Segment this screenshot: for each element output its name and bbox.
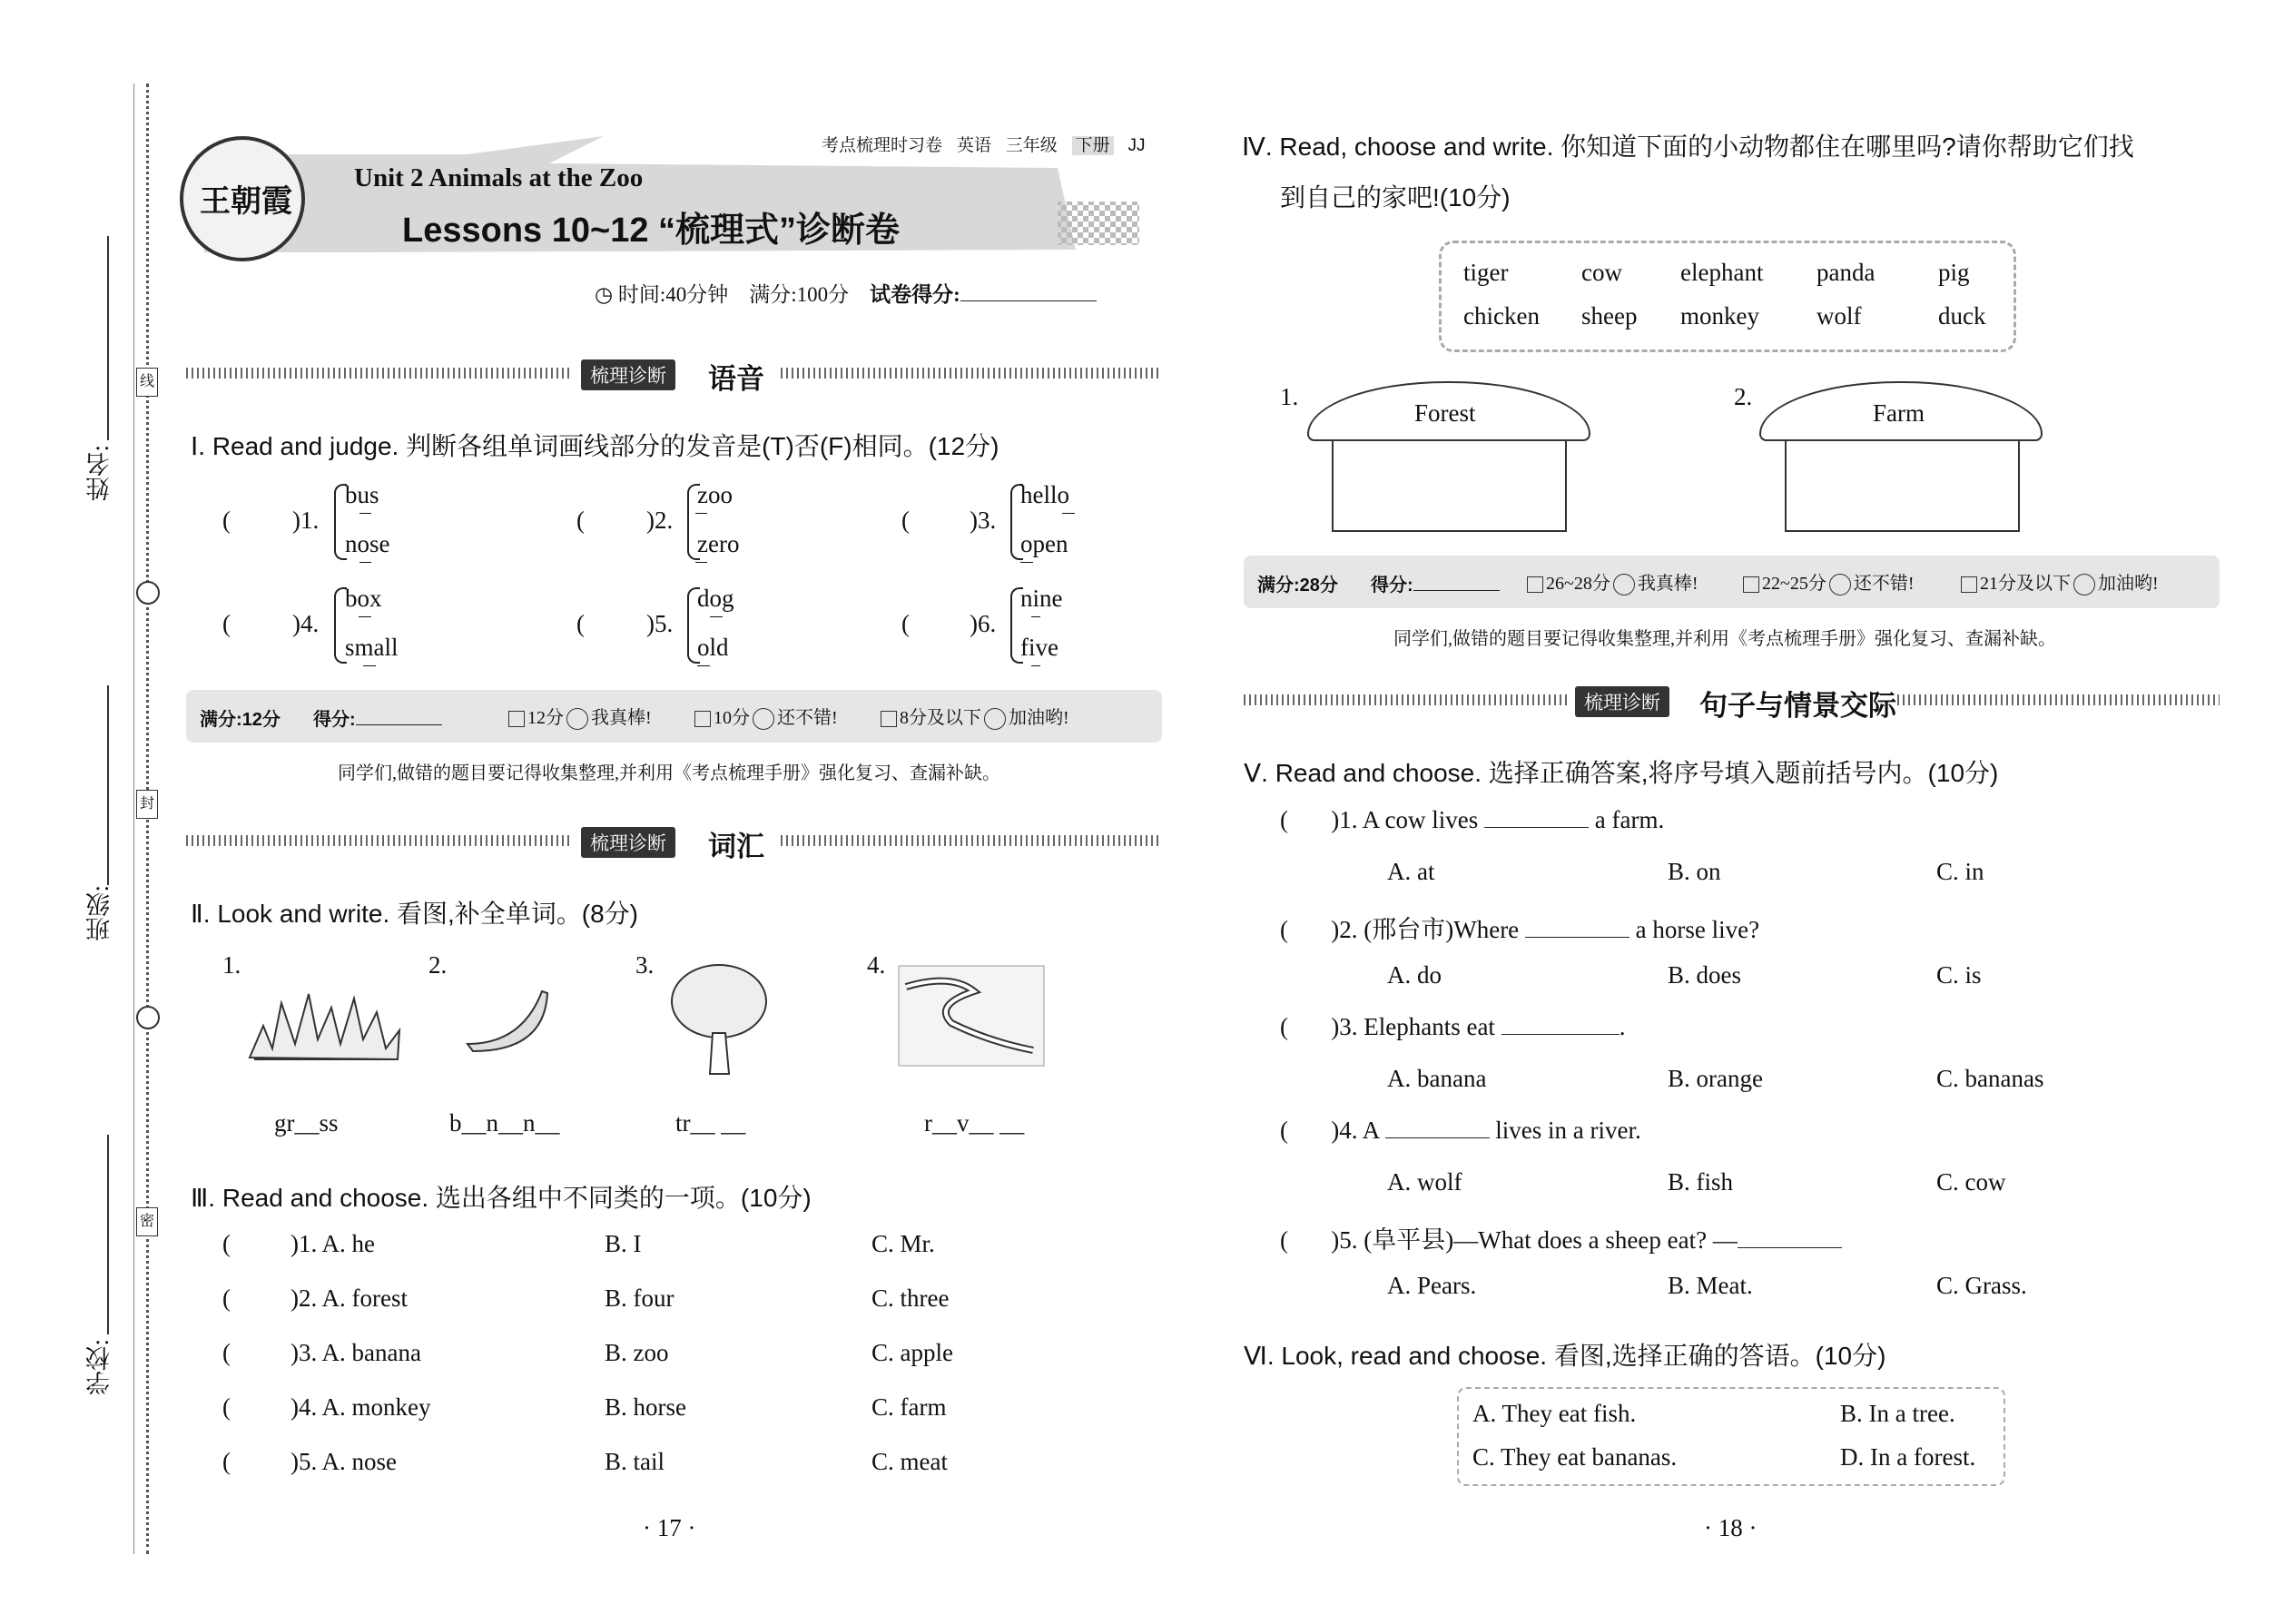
page-number-left: · 17 · xyxy=(643,1514,696,1541)
forest-answer-box[interactable] xyxy=(1332,427,1567,532)
home-label: Forest xyxy=(1414,399,1476,427)
review-note: 同学们,做错的题目要记得收集整理,并利用《考点梳理手册》强化复习、查漏补缺。 xyxy=(338,763,1000,783)
name-line xyxy=(107,236,109,440)
underline-mark xyxy=(1020,562,1033,563)
q5-blank[interactable] xyxy=(1484,827,1589,828)
q1-word: nose xyxy=(345,530,390,557)
word-bank-item: monkey xyxy=(1680,302,1759,330)
q5-option-a: A. Pears. xyxy=(1387,1272,1477,1299)
q3-option-c: C. apple xyxy=(871,1339,953,1366)
q1-word: hello xyxy=(1020,481,1069,508)
q1-word: nine xyxy=(1020,585,1063,612)
exam-info xyxy=(595,278,1097,308)
unit-title: Unit 2 Animals at the Zoo xyxy=(354,163,644,192)
q5-option-b: B. does xyxy=(1668,961,1741,989)
q5-blank[interactable] xyxy=(1501,1034,1620,1035)
score-option[interactable]: 12分 我真棒! xyxy=(508,703,652,730)
full-score: 满分:100分 xyxy=(749,283,850,306)
q5-option-a: A. wolf xyxy=(1387,1168,1462,1196)
q2-word[interactable]: r__v__ __ xyxy=(924,1109,1025,1137)
answer-paren[interactable]: ( xyxy=(1280,806,1288,833)
q3-option-a: )4. A. monkey xyxy=(290,1393,431,1421)
q2-word[interactable]: tr__ __ xyxy=(675,1109,746,1137)
face-icon xyxy=(2073,574,2095,595)
volume-label: 下册 xyxy=(1072,136,1114,155)
word-bank-item: pig xyxy=(1938,259,1970,286)
q5-option-c: C. is xyxy=(1936,961,1982,989)
score-option[interactable]: 10分 还不错! xyxy=(694,703,838,730)
q6-option: A. They eat fish. xyxy=(1472,1400,1637,1427)
underline-mark xyxy=(695,562,707,563)
face-icon xyxy=(1829,574,1851,595)
q5-blank[interactable] xyxy=(1385,1137,1490,1138)
grass-picture xyxy=(245,976,404,1067)
home-number: 2. xyxy=(1734,383,1753,410)
word-bank-item: duck xyxy=(1938,302,1986,330)
q5-question: ( )1. A cow lives a farm. xyxy=(1280,806,1665,833)
q3-option-a: )5. A. nose xyxy=(290,1448,397,1475)
word-bank xyxy=(1439,241,2016,352)
answer-paren[interactable]: ( xyxy=(576,610,585,637)
binding-mark-seal: 封 xyxy=(136,790,158,819)
q1-word: five xyxy=(1020,634,1058,661)
binding-mark-secret: 密 xyxy=(136,1207,158,1236)
answer-paren[interactable]: ( xyxy=(222,1230,231,1257)
score-option[interactable]: 22~25分 还不错! xyxy=(1743,568,1915,595)
subject-label: 英语 xyxy=(956,136,991,155)
underline-mark xyxy=(363,665,376,666)
q5-option-c: C. Grass. xyxy=(1936,1272,2027,1299)
underline-mark xyxy=(695,513,707,514)
underline-mark xyxy=(697,665,710,666)
q5-option-b: B. orange xyxy=(1668,1065,1763,1092)
q4-title: Ⅳ. Read, choose and write. 你知道下面的小动物都住在哪里吗?请你帮助它们找 xyxy=(1242,133,2134,161)
section-rule xyxy=(1244,694,1570,705)
answer-paren[interactable]: ( xyxy=(1280,1226,1288,1254)
underline-mark xyxy=(359,513,371,514)
q3-option-a: )3. A. banana xyxy=(290,1339,421,1366)
q1-number: )3. xyxy=(970,507,997,534)
underline-mark xyxy=(1031,665,1040,666)
q5-question: ( )2. (邢台市)Where a horse live? xyxy=(1280,916,1760,943)
answer-paren[interactable]: ( xyxy=(222,507,231,534)
score-option[interactable]: 8分及以下 加油哟! xyxy=(881,703,1069,730)
river-picture xyxy=(897,964,1047,1068)
class-line xyxy=(107,685,109,885)
q6-option: B. In a tree. xyxy=(1840,1400,1955,1427)
q4-title-cont: 到自己的家吧!(10分) xyxy=(1280,183,1511,212)
section-rule xyxy=(781,835,1162,846)
score-bar xyxy=(186,690,1162,743)
q3-option-a: )2. A. forest xyxy=(290,1284,408,1312)
grade-label: 三年级 xyxy=(1005,136,1058,155)
section-tag: 梳理诊断 xyxy=(581,359,675,390)
q3-option-c: C. meat xyxy=(871,1448,948,1475)
class-label: 班级: xyxy=(86,885,113,941)
underline-mark xyxy=(710,616,723,617)
binding-circle xyxy=(136,581,160,605)
q3-option-c: C. three xyxy=(871,1284,950,1312)
q5-option-a: A. banana xyxy=(1387,1065,1487,1092)
section-title-sentence: 句子与情景交际 xyxy=(1699,690,1896,722)
time-limit: 时间:40分钟 xyxy=(617,283,729,306)
farm-answer-box[interactable] xyxy=(1785,427,2020,532)
section-tag: 梳理诊断 xyxy=(581,827,675,858)
score-got: 得分: xyxy=(313,704,442,731)
header-banner xyxy=(168,118,1167,281)
binding-mark-line: 线 xyxy=(136,368,158,397)
face-icon xyxy=(566,708,588,730)
score-got: 得分: xyxy=(1371,570,1500,596)
face-icon xyxy=(984,708,1006,730)
q3-option-b: B. I xyxy=(605,1230,642,1257)
face-icon xyxy=(1613,574,1635,595)
q3-option-c: C. Mr. xyxy=(871,1230,935,1257)
word-bank-item: chicken xyxy=(1463,302,1540,330)
binding-rule xyxy=(133,84,134,1554)
score-bar xyxy=(1244,556,2220,608)
q5-option-c: C. cow xyxy=(1936,1168,2006,1196)
score-full: 满分:12分 xyxy=(200,710,281,730)
q1-number: )4. xyxy=(292,610,320,637)
q5-question: ( )3. Elephants eat . xyxy=(1280,1013,1626,1040)
answer-paren[interactable]: ( xyxy=(1280,1117,1288,1144)
answer-paren[interactable]: ( xyxy=(901,610,910,637)
underline-mark xyxy=(359,562,371,563)
q2-word[interactable]: gr__ss xyxy=(274,1109,339,1137)
q2-word[interactable]: b__n__n__ xyxy=(449,1109,560,1137)
q1-word: box xyxy=(345,585,382,612)
answer-paren[interactable]: ( xyxy=(222,1448,231,1475)
q1-number: )1. xyxy=(292,507,320,534)
score-option[interactable]: 21分及以下 加油哟! xyxy=(1961,568,2159,595)
review-note: 同学们,做错的题目要记得收集整理,并利用《考点梳理手册》强化复习、查漏补缺。 xyxy=(1393,629,2056,649)
score-blank[interactable] xyxy=(1413,590,1500,591)
q3-option-a: )1. A. he xyxy=(290,1230,375,1257)
score-label: 试卷得分: xyxy=(870,283,960,306)
home-label: Farm xyxy=(1873,399,1925,427)
q1-word: dog xyxy=(697,585,734,612)
tree-picture xyxy=(667,960,772,1078)
q5-question: ( )5. (阜平县)—What does a sheep eat? — xyxy=(1280,1220,1842,1255)
q5-option-c: C. in xyxy=(1936,858,1984,885)
school-line xyxy=(107,1135,109,1334)
series-label: 考点梳理时习卷 xyxy=(822,136,943,155)
section-rule xyxy=(186,835,572,846)
edition-label: JJ xyxy=(1127,136,1146,155)
q6-option: C. They eat bananas. xyxy=(1472,1443,1678,1471)
q5-option-b: B. fish xyxy=(1668,1168,1734,1196)
q2-number: 3. xyxy=(635,951,655,979)
q5-option-c: C. bananas xyxy=(1936,1065,2044,1092)
q2-number: 2. xyxy=(428,951,448,979)
section-rule xyxy=(186,368,572,379)
q1-word: old xyxy=(697,634,729,661)
q5-blank[interactable] xyxy=(1525,937,1629,938)
page-number-right: · 18 · xyxy=(1704,1514,1757,1541)
q5-option-b: B. on xyxy=(1668,858,1721,885)
q1-word: small xyxy=(345,634,399,661)
word-bank-item: tiger xyxy=(1463,259,1509,286)
lesson-title: Lessons 10~12 “梳理式”诊断卷 xyxy=(402,212,901,250)
q5-blank[interactable] xyxy=(1738,1247,1842,1248)
word-bank-item: wolf xyxy=(1816,302,1862,330)
q3-option-b: B. zoo xyxy=(605,1339,669,1366)
answer-paren[interactable]: ( xyxy=(1280,1013,1288,1040)
q5-question: ( )4. A lives in a river. xyxy=(1280,1117,1641,1144)
q1-word: zoo xyxy=(697,481,733,508)
q3-option-b: B. horse xyxy=(605,1393,686,1421)
q1-word: zero xyxy=(697,530,740,557)
q1-number: )2. xyxy=(646,507,674,534)
word-bank-item: sheep xyxy=(1581,302,1638,330)
answer-paren[interactable]: ( xyxy=(1280,916,1288,943)
q1-word: bus xyxy=(345,481,379,508)
word-bank-item: elephant xyxy=(1680,259,1764,286)
section-title-vocab: 词汇 xyxy=(708,831,764,862)
q5-title: Ⅴ. Read and choose. 选择正确答案,将序号填入题前括号内。(10分) xyxy=(1244,759,1999,787)
q3-option-b: B. four xyxy=(605,1284,674,1312)
score-full: 满分:28分 xyxy=(1257,576,1338,595)
home-number: 1. xyxy=(1280,383,1299,410)
q2-title: Ⅱ. Look and write. 看图,补全单词。(8分) xyxy=(191,900,639,928)
score-blank[interactable] xyxy=(356,724,442,725)
q1-number: )6. xyxy=(970,610,997,637)
binding-dotted-line xyxy=(146,84,149,1554)
section-rule xyxy=(781,368,1162,379)
q1-title: Ⅰ. Read and judge. 判断各组单词画线部分的发音是(T)否(F)相同。(12分) xyxy=(191,432,999,460)
banana-picture xyxy=(458,980,554,1053)
score-option[interactable]: 26~28分 我真棒! xyxy=(1527,568,1698,595)
q6-option: D. In a forest. xyxy=(1840,1443,1976,1471)
section-title-phonics: 语音 xyxy=(708,363,764,395)
binding-circle xyxy=(136,1006,160,1029)
answer-paren[interactable]: ( xyxy=(576,507,585,534)
q5-option-a: A. at xyxy=(1387,858,1435,885)
q3-option-b: B. tail xyxy=(605,1448,665,1475)
answer-paren[interactable]: ( xyxy=(222,1339,231,1366)
q1-word: open xyxy=(1020,530,1068,557)
underline-mark xyxy=(1031,616,1040,617)
face-icon xyxy=(753,708,774,730)
answer-paren[interactable]: ( xyxy=(901,507,910,534)
q2-number: 1. xyxy=(222,951,241,979)
answer-paren[interactable]: ( xyxy=(222,1284,231,1312)
answer-paren[interactable]: ( xyxy=(222,610,231,637)
q3-option-c: C. farm xyxy=(871,1393,947,1421)
school-label: 学校: xyxy=(86,1339,113,1395)
clock-icon: ◷ xyxy=(595,283,614,306)
q6-title: Ⅵ. Look, read and choose. 看图,选择正确的答语。(10分) xyxy=(1244,1342,1886,1370)
q5-option-b: B. Meat. xyxy=(1668,1272,1753,1299)
brand-logo: 王朝霞 xyxy=(180,136,305,261)
q2-number: 4. xyxy=(867,951,886,979)
word-bank-item: panda xyxy=(1816,259,1876,286)
section-tag: 梳理诊断 xyxy=(1575,686,1669,717)
section-rule xyxy=(1897,694,2220,705)
word-bank-item: cow xyxy=(1581,259,1622,286)
q1-number: )5. xyxy=(646,610,674,637)
q3-title: Ⅲ. Read and choose. 选出各组中不同类的一项。(10分) xyxy=(191,1184,812,1212)
name-label: 姓名: xyxy=(86,445,113,501)
q5-option-a: A. do xyxy=(1387,961,1442,989)
underline-mark xyxy=(1062,513,1075,514)
answer-paren[interactable]: ( xyxy=(222,1393,231,1421)
score-blank[interactable] xyxy=(960,300,1097,301)
underline-mark xyxy=(359,616,371,617)
